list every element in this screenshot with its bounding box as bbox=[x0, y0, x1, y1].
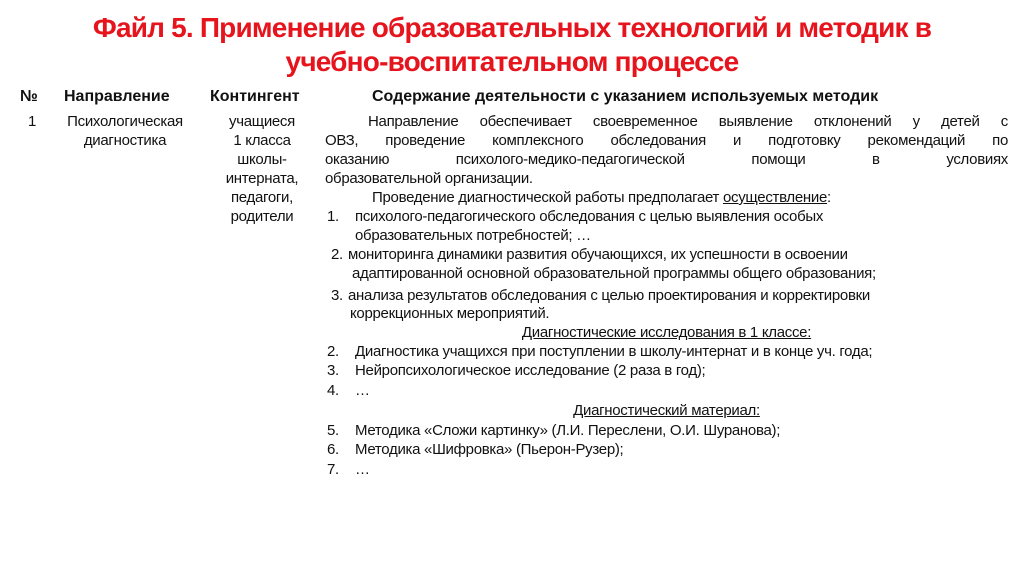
item-line: мониторинга динамики развития обучающихся, их успешности в освоении bbox=[348, 246, 848, 263]
research-heading: Диагностические исследования в 1 классе: bbox=[521, 324, 812, 341]
research-number: 2. bbox=[327, 343, 339, 360]
item-number: 3. bbox=[331, 287, 343, 304]
material-number: 7. bbox=[327, 461, 339, 478]
header-content: Содержание деятельности с указанием используемых методик bbox=[372, 88, 879, 105]
slide-title-line-2: учебно-воспитательном процессе bbox=[285, 46, 739, 77]
slide-title-line-1: Файл 5. Применение образовательных технологий и методик в bbox=[92, 12, 932, 43]
research-item: Диагностика учащихся при поступлении в школу-интернат и в конце уч. года; bbox=[355, 343, 873, 360]
header-direction: Направление bbox=[64, 88, 170, 105]
item-line: образовательных потребностей; … bbox=[355, 227, 591, 244]
material-item: Методика «Шифровка» (Пьерон-Рузер); bbox=[355, 441, 624, 458]
contingent-line: педагоги, bbox=[230, 189, 294, 206]
research-number: 4. bbox=[327, 382, 339, 399]
material-heading: Диагностический материал: bbox=[573, 402, 760, 419]
research-item: Нейропсихологическое исследование (2 раза в год); bbox=[355, 362, 706, 379]
item-line: анализа результатов обследования с целью проектирования и корректировки bbox=[348, 287, 870, 304]
work-intro-end: : bbox=[827, 189, 831, 206]
content-intro-line: образовательной организации. bbox=[325, 170, 533, 187]
item-number: 1. bbox=[327, 208, 339, 225]
contingent-line: родители bbox=[230, 208, 294, 225]
research-number: 3. bbox=[327, 362, 339, 379]
content-intro-line: ОВЗ, проведение комплексного обследования и подготовку рекомендаций по bbox=[325, 132, 1008, 149]
content-intro-line: оказанию психолого-медико-педагогической помощи в условиях bbox=[325, 151, 1008, 168]
material-number: 6. bbox=[327, 441, 339, 458]
header-contingent: Контингент bbox=[210, 88, 300, 105]
work-intro-underlined: осуществление bbox=[722, 189, 828, 206]
row-number: 1 bbox=[28, 113, 37, 130]
material-item: Методика «Сложи картинку» (Л.И. Переслени, О.И. Шуранова); bbox=[355, 422, 781, 439]
work-intro-text: Проведение диагностической работы предполагает bbox=[372, 189, 723, 206]
contingent-line: учащиеся bbox=[229, 113, 295, 130]
research-item: … bbox=[355, 382, 370, 399]
contingent-line: 1 класса bbox=[233, 132, 291, 149]
content-intro-line: Направление обеспечивает своевременное выявление отклонений у детей с bbox=[368, 113, 1008, 130]
contingent-line: школы- bbox=[237, 151, 287, 168]
direction-line: диагностика bbox=[83, 132, 167, 149]
item-number: 2. bbox=[331, 246, 343, 263]
item-line: психолого-педагогического обследования с целью выявления особых bbox=[355, 208, 824, 225]
material-item: … bbox=[355, 461, 370, 478]
item-line: коррекционных мероприятий. bbox=[350, 305, 550, 322]
contingent-line: интерната, bbox=[225, 170, 299, 187]
header-number: № bbox=[20, 88, 38, 105]
direction-line: Психологическая bbox=[67, 113, 183, 130]
material-number: 5. bbox=[327, 422, 339, 439]
item-line: адаптированной основной образовательной программы общего образования; bbox=[352, 265, 876, 282]
work-intro bbox=[372, 189, 831, 207]
